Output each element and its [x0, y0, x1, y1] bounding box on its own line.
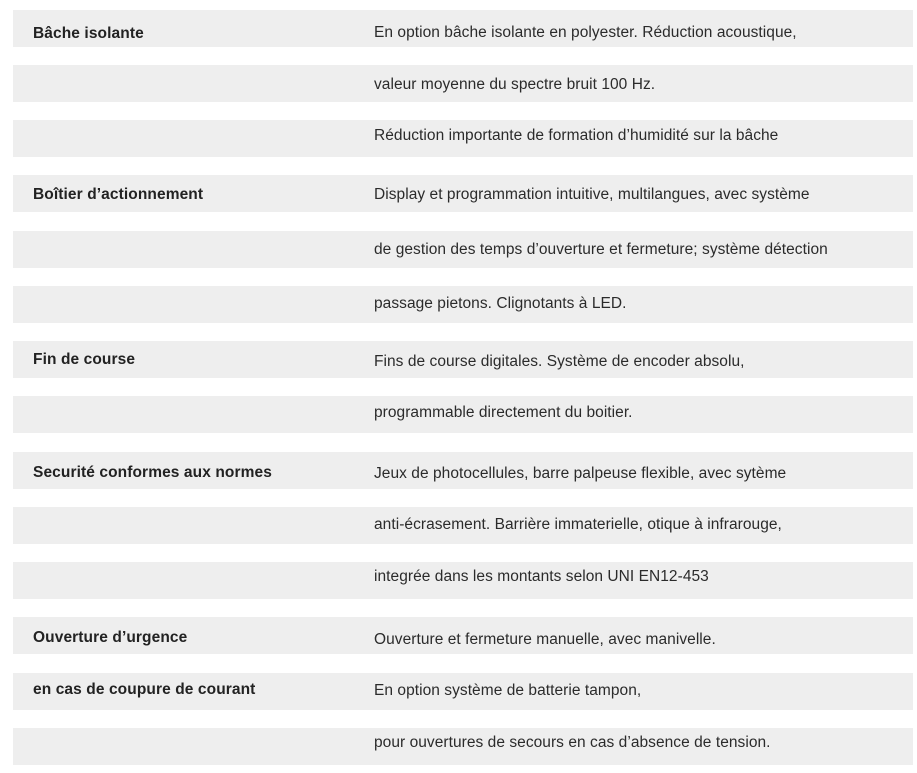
spec-label: Fin de course: [33, 351, 136, 368]
spec-value: Fins de course digitales. Système de encoder absolu,: [374, 353, 745, 370]
spec-value: integrée dans les montants selon UNI EN12-453: [374, 568, 709, 585]
spec-value: anti-écrasement. Barrière immaterielle, otique à infrarouge,: [374, 516, 782, 533]
spec-value: Display et programmation intuitive, multilangues, avec système: [374, 186, 810, 203]
spec-label: Bâche isolante: [33, 25, 144, 42]
spec-value: Ouverture et fermeture manuelle, avec manivelle.: [374, 631, 716, 648]
spec-value: valeur moyenne du spectre bruit 100 Hz.: [374, 76, 656, 93]
spec-value: passage pietons. Clignotants à LED.: [374, 295, 627, 312]
spec-label: en cas de coupure de courant: [33, 681, 256, 698]
spec-value: En option bâche isolante en polyester. Réduction acoustique,: [374, 24, 797, 41]
spec-value: programmable directement du boitier.: [374, 404, 633, 421]
spec-label: Securité conformes aux normes: [33, 464, 272, 481]
spec-value: pour ouvertures de secours en cas d’absence de tension.: [374, 734, 771, 751]
spec-value: Jeux de photocellules, barre palpeuse flexible, avec sytème: [374, 465, 787, 482]
spec-label: Ouverture d’urgence: [33, 629, 188, 646]
spec-value: En option système de batterie tampon,: [374, 682, 642, 699]
spec-value: de gestion des temps d’ouverture et fermeture; système détection: [374, 241, 828, 258]
spec-value: Réduction importante de formation d’humidité sur la bâche: [374, 127, 779, 144]
spec-label: Boîtier d’actionnement: [33, 186, 204, 203]
